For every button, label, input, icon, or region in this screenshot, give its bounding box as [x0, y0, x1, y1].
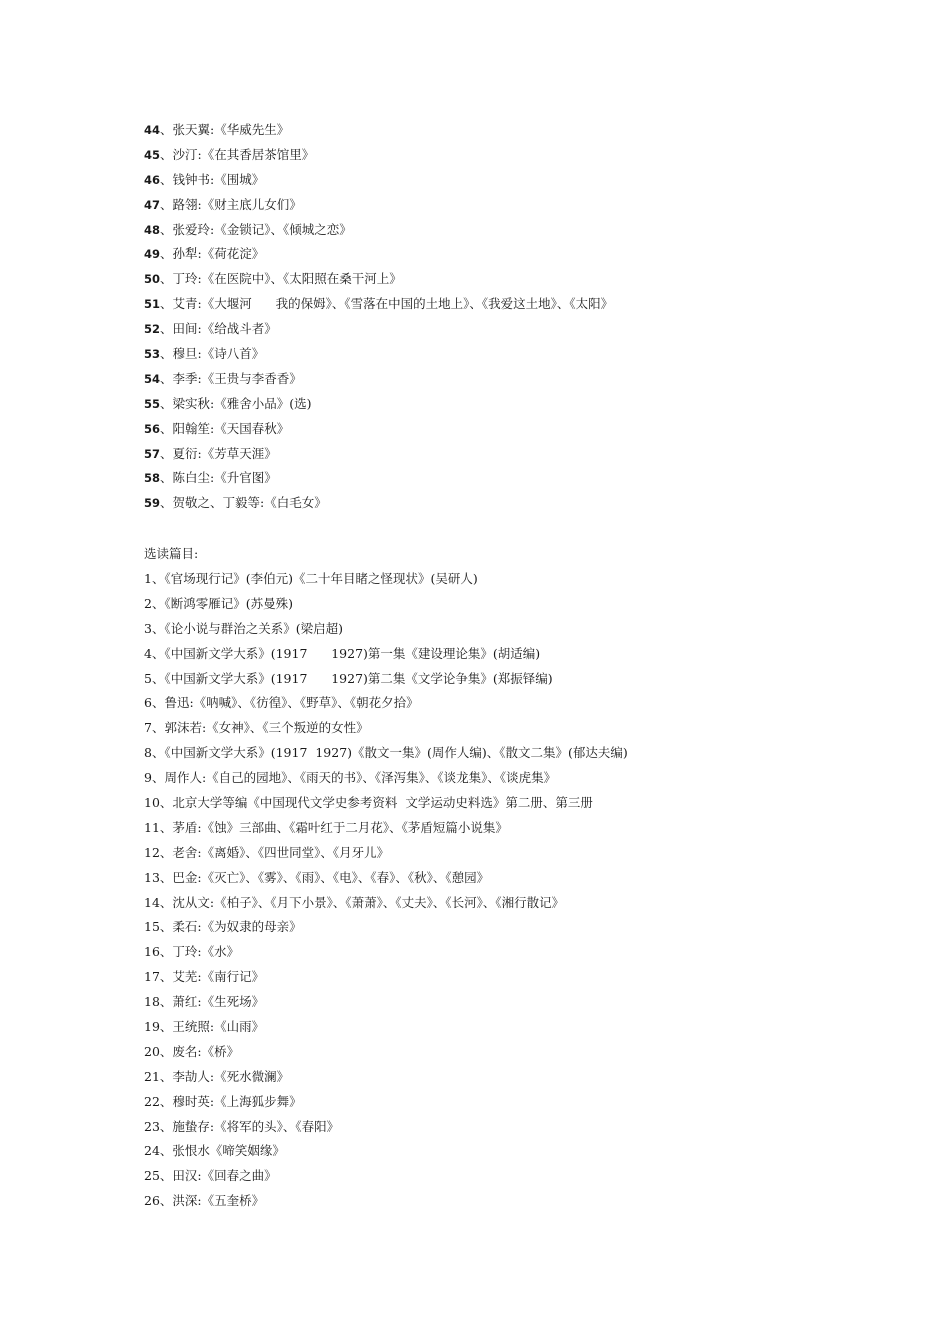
item-number: 48 — [144, 222, 161, 237]
list-item: 18、萧红:《生死场》 — [144, 994, 265, 1010]
list-item — [144, 143, 864, 168]
item-text: 、沙汀:《在其香居茶馆里》 — [160, 146, 315, 162]
list-item: 12、老舍:《离婚》、《四世同堂》、《月牙儿》 — [144, 844, 390, 860]
item-text: 、路翎:《财主底儿女们》 — [160, 196, 302, 212]
list-item: 25、田汉:《回春之曲》 — [144, 1168, 277, 1184]
item-number: 45 — [144, 147, 161, 162]
item-text: 、梁实秋:《雅舍小品》(选) — [160, 395, 312, 411]
item-text: 、张天翼:《华威先生》 — [160, 122, 290, 137]
section-heading: 选读篇目: — [144, 546, 199, 561]
item-text: 、钱钟书:《围城》 — [160, 171, 265, 187]
list-item: 21、李劼人:《死水微澜》 — [144, 1068, 290, 1084]
item-text: 、贺敬之、丁毅等:《白毛女》 — [160, 495, 327, 511]
item-number: 55 — [144, 396, 161, 411]
item-text: 、孙犁:《荷花淀》 — [160, 246, 265, 262]
list-item — [144, 367, 864, 392]
item-number: 46 — [144, 172, 161, 187]
list-item — [144, 218, 864, 243]
item-number: 56 — [144, 421, 161, 436]
item-text: 、艾青:《大堰河 我的保姆》、《雪落在中国的土地上》、《我爱这土地》、《太阳》 — [160, 296, 614, 312]
item-number: 47 — [144, 197, 161, 212]
item-text: 、田间:《给战斗者》 — [160, 321, 277, 337]
item-number: 59 — [144, 496, 161, 511]
list-item: 9、周作人:《自己的园地》、《雨天的书》、《泽泻集》、《谈龙集》、《谈虎集》 — [144, 770, 557, 786]
list-item: 2、《断鸿零雁记》(苏曼殊) — [144, 595, 293, 611]
item-text: 、李季:《王贵与李香香》 — [160, 370, 302, 386]
list-item — [144, 392, 864, 417]
list-item: 19、王统照:《山雨》 — [144, 1019, 265, 1035]
item-number: 57 — [144, 446, 161, 461]
list-item: 7、郭沫若:《女神》、《三个叛逆的女性》 — [144, 720, 369, 736]
list-item: 22、穆时英:《上海狐步舞》 — [144, 1093, 302, 1109]
list-item: 13、巴金:《灭亡》、《雾》、《雨》、《电》、《春》、《秋》、《憩园》 — [144, 869, 490, 885]
list-item: 24、张恨水《啼笑姻缘》 — [144, 1143, 285, 1159]
list-item: 11、茅盾:《蚀》三部曲、《霜叶红于二月花》、《茅盾短篇小说集》 — [144, 819, 508, 835]
item-number: 54 — [144, 371, 161, 386]
item-text: 、穆旦:《诗八首》 — [160, 346, 265, 362]
list-item — [144, 466, 864, 491]
list-item: 5、《中国新文学大系》(1917 1927)第二集《文学论争集》(郑振铎编) — [144, 670, 553, 686]
list-item: 23、施蛰存:《将军的头》、《春阳》 — [144, 1118, 340, 1134]
item-text: 、夏衍:《芳草天涯》 — [160, 445, 277, 461]
list-item — [144, 242, 864, 267]
list-item — [144, 168, 864, 193]
list-item — [144, 491, 864, 516]
list-item: 3、《论小说与群治之关系》(梁启超) — [144, 620, 343, 636]
item-number: 58 — [144, 471, 161, 486]
list-item: 4、《中国新文学大系》(1917 1927)第一集《建设理论集》(胡适编) — [144, 645, 541, 661]
list-item: 8、《中国新文学大系》(1917 1927)《散文一集》(周作人编)、《散文二集》(郁达夫编) — [144, 745, 628, 761]
work-list — [144, 118, 864, 516]
list-item — [144, 118, 864, 143]
list-item: 20、废名:《桥》 — [144, 1043, 240, 1059]
item-text: 、丁玲:《在医院中》、《太阳照在桑干河上》 — [160, 271, 402, 287]
item-number: 52 — [144, 322, 161, 337]
list-item — [144, 317, 864, 342]
list-item: 10、北京大学等编《中国现代文学史参考资料 文学运动史料选》第二册、第三册 — [144, 795, 593, 811]
list-item — [144, 417, 864, 442]
item-number: 53 — [144, 347, 161, 362]
list-item: 1、《官场现行记》(李伯元)《二十年目睹之怪现状》(吴研人) — [144, 571, 478, 586]
item-text: 、陈白尘:《升官图》 — [160, 470, 277, 486]
list-item: 14、沈从文:《柏子》、《月下小景》、《萧萧》、《丈夫》、《长河》、《湘行散记》 — [144, 894, 565, 910]
item-number: 44 — [144, 123, 161, 137]
item-number: 51 — [144, 297, 161, 312]
list-item: 17、艾芜:《南行记》 — [144, 969, 265, 985]
list-item — [144, 267, 864, 292]
reading-list — [144, 567, 864, 1214]
list-item: 26、洪深:《五奎桥》 — [144, 1193, 265, 1209]
item-number: 50 — [144, 272, 161, 287]
list-item: 16、丁玲:《水》 — [144, 944, 240, 960]
item-text: 、阳翰笙:《天国春秋》 — [160, 420, 290, 436]
item-number: 49 — [144, 247, 161, 262]
list-item — [144, 342, 864, 367]
list-item: 6、鲁迅:《呐喊》、《彷徨》、《野草》、《朝花夕拾》 — [144, 695, 419, 711]
item-text: 、张爱玲:《金锁记》、《倾城之恋》 — [160, 221, 352, 237]
list-item: 15、柔石:《为奴隶的母亲》 — [144, 919, 302, 935]
list-item — [144, 292, 864, 317]
list-item — [144, 193, 864, 218]
list-item — [144, 442, 864, 467]
